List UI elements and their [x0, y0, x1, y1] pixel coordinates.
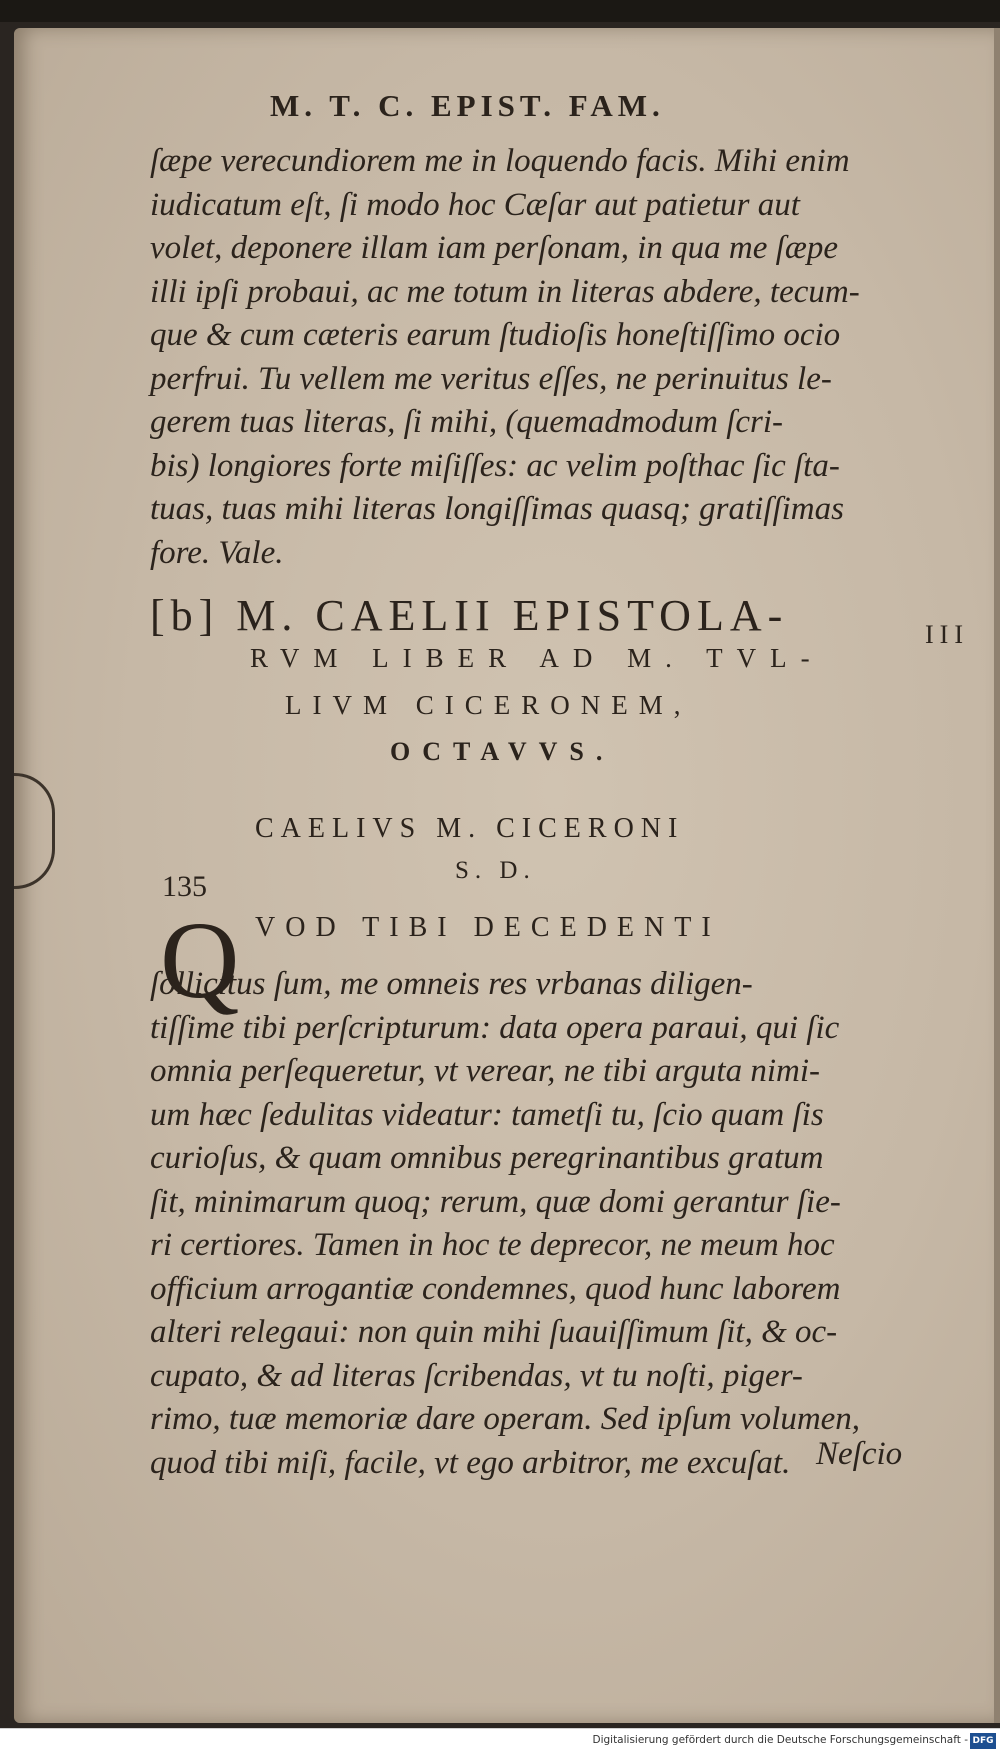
book-title-line-2: RVM LIBER AD M. TVL- [250, 643, 824, 673]
text-line: cupato, & ad literas ſcribendas, vt tu noſti, piger- [150, 1357, 803, 1394]
text-line: iudicatum eſt, ſi modo hoc Cæſar aut patietur aut [150, 186, 800, 223]
text-line: curioſus, & quam omnibus peregrinantibus gratum [150, 1140, 824, 1176]
text-line: illi ipſi probaui, ac me totum in literas abdere, tecum- [150, 273, 860, 310]
page-edge [994, 28, 1000, 1723]
book-title-line-1: [b] M. CAELII EPISTOLA- [150, 591, 789, 640]
text-line: alteri relegaui: non quin mihi ſuauiſſimum ſit, & oc- [150, 1314, 838, 1350]
binding-ring [14, 773, 55, 889]
text-line: fore. Vale. [150, 534, 284, 571]
salutation-line-1: CAELIVS M. CICERONI [255, 813, 685, 844]
text-line: ſollicitus ſum, me omneis res vrbanas diligen- [150, 966, 753, 1002]
funding-credit: Digitalisierung gefördert durch die Deutsche Forschungsgemeinschaft - [592, 1734, 968, 1746]
book-title-line-4: OCTAVVS. [390, 737, 615, 766]
text-line: quod tibi miſi, facile, vt ego arbitror, me excuſat. [150, 1444, 791, 1481]
catchword: Neſcio [816, 1436, 903, 1472]
text-line: tiſſime tibi perſcripturum: data opera paraui, qui ſic [150, 1009, 840, 1046]
text-line: ſit, minimarum quoq; rerum, quæ domi gerantur ſie- [150, 1183, 841, 1220]
text-line: omnia perſequeretur, vt verear, ne tibi arguta nimi- [150, 1053, 820, 1089]
text-line: bis) longiores forte miſiſſes: ac velim poſthac ſic ſta- [150, 447, 840, 484]
text-line: officium arrogantiæ condemnes, quod hunc laborem [150, 1270, 841, 1307]
margin-book-number: III [925, 620, 969, 649]
text-line: ſæpe verecundiorem me in loquendo facis. Mihi enim [150, 143, 850, 179]
viewer-top-bar [0, 0, 1000, 22]
text-line: volet, deponere illam iam perſonam, in qua me ſæpe [150, 230, 838, 266]
dfg-logo[interactable]: DFG [970, 1733, 996, 1749]
text-line: um hæc ſedulitas videatur: tametſi tu, ſcio quam ſis [150, 1096, 824, 1133]
text-line: perfrui. Tu vellem me veritus eſſes, ne perinuitus le- [150, 360, 832, 397]
text-line: que & cum cæteris earum ſtudioſis honeſtiſſimo ocio [150, 317, 841, 353]
text-line: rimo, tuæ memoriæ dare operam. Sed ipſum volumen, [150, 1401, 861, 1437]
opening-caps: VOD TIBI DECEDENTI [255, 912, 721, 943]
letter-body-text [150, 963, 910, 1485]
footer-bar [0, 1728, 1000, 1754]
letter-end-text [150, 140, 910, 575]
salutation-line-2: S. D. [455, 857, 536, 884]
text-line: tuas, tuas mihi literas longiſſimas quasq; gratiſſimas [150, 491, 844, 527]
running-head: M. T. C. EPIST. FAM. [270, 88, 665, 123]
drop-cap: Q [160, 899, 240, 1021]
text-line: gerem tuas literas, ſi mihi, (quemadmodum ſcri- [150, 404, 784, 440]
book-title-line-3: LIVM CICERONEM, [285, 690, 692, 720]
leaf-number: 135 [162, 870, 207, 903]
text-line: ri certiores. Tamen in hoc te deprecor, ne meum hoc [150, 1227, 835, 1263]
